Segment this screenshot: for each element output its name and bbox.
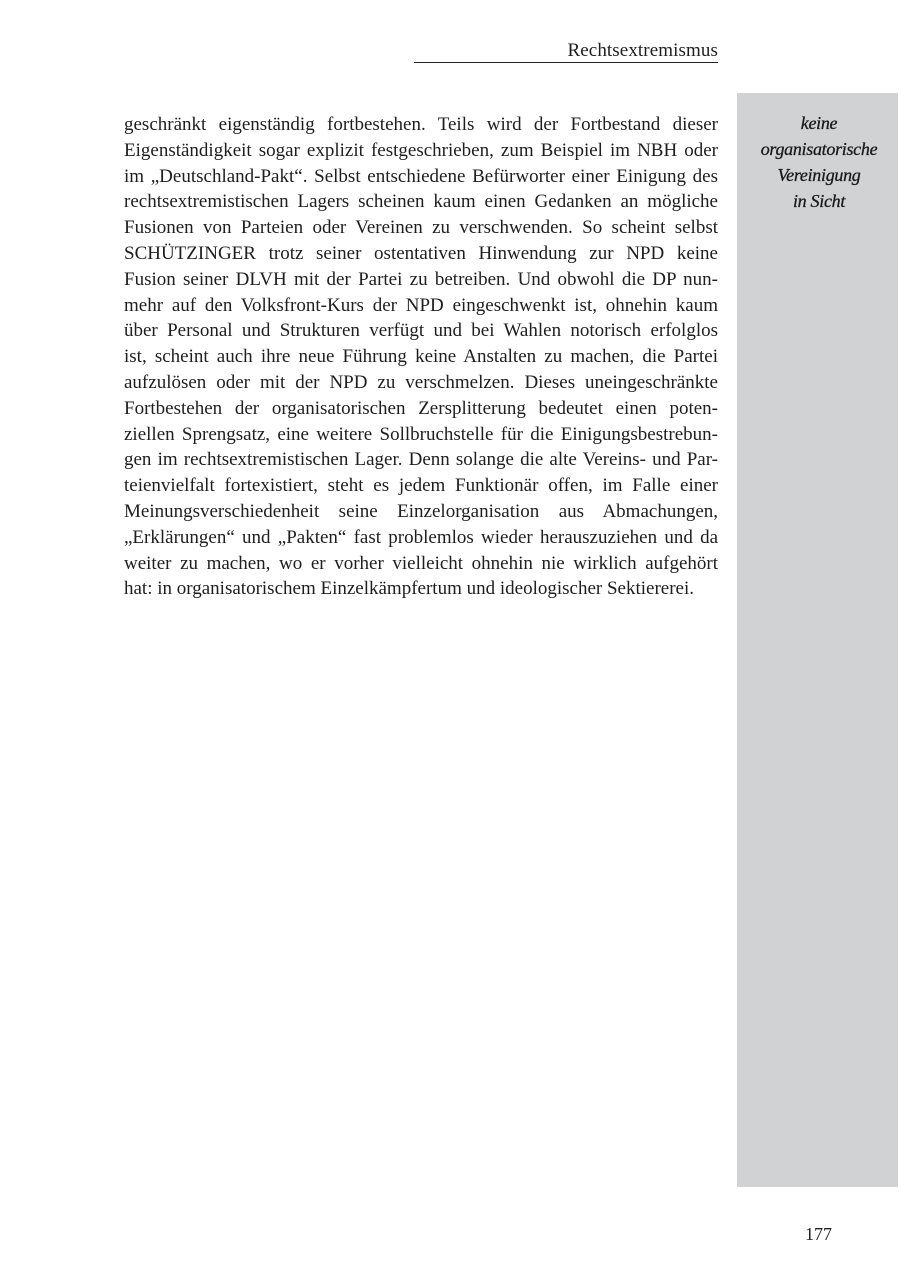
margin-note-line: in Sicht: [792, 191, 846, 211]
body-line: aufzulösen oder mit der NPD zu verschmelzen. Dieses uneingeschränkte: [124, 371, 718, 393]
body-line: Fortbestehen der organisatorischen Zersplitterung bedeutet einen poten-: [124, 397, 718, 419]
body-line: „Erklärungen“ und „Pakten“ fast problemlos wieder herauszuziehen und da: [124, 526, 718, 548]
margin-note-panel: [737, 93, 898, 1187]
body-line: Meinungsverschiedenheit seine Einzelorganisation aus Abmachungen,: [124, 500, 718, 522]
body-line: Eigenständigkeit sogar explizit festgeschrieben, zum Beispiel im NBH oder: [124, 139, 718, 161]
body-line: Fusion seiner DLVH mit der Partei zu betreiben. Und obwohl die DP nun-: [124, 268, 718, 290]
body-line: SCHÜTZINGER trotz seiner ostentativen Hinwendung zur NPD keine: [124, 242, 718, 264]
body-line: im „Deutschland-Pakt“. Selbst entschiedene Befürworter einer Einigung des: [124, 165, 718, 187]
running-header-title: Rechtsextremismus: [567, 40, 718, 61]
page-number: 177: [805, 1224, 832, 1244]
running-header: [414, 38, 718, 63]
body-line: weiter zu machen, wo er vorher vielleicht ohnehin nie wirklich aufgehört: [124, 552, 718, 574]
body-line: ziellen Sprengsatz, eine weitere Sollbruchstelle für die Einigungsbestrebun-: [124, 423, 718, 445]
margin-note-line: Vereinigung: [777, 165, 861, 185]
body-line: teienvielfalt fortexistiert, steht es jedem Funktionär offen, im Falle einer: [124, 475, 718, 497]
margin-note: [737, 110, 900, 214]
body-line: hat: in organisatorischem Einzelkämpfertum und ideologischer Sektiererei.: [124, 578, 694, 600]
body-line: mehr auf den Volksfront-Kurs der NPD eingeschwenkt ist, ohnehin kaum: [124, 294, 718, 316]
body-line: ist, scheint auch ihre neue Führung keine Anstalten zu machen, die Partei: [124, 346, 718, 368]
body-line: Fusionen von Parteien oder Vereinen zu verschwenden. So scheint selbst: [124, 217, 718, 239]
body-line: rechtsextremistischen Lagers scheinen kaum einen Gedanken an mögliche: [124, 191, 718, 213]
body-line: gen im rechtsextremistischen Lager. Denn solange die alte Vereins- und Par-: [124, 449, 718, 471]
body-line: über Personal und Strukturen verfügt und bei Wahlen notorisch erfolglos: [124, 320, 718, 342]
margin-note-line: organisatorische: [760, 139, 878, 159]
margin-note-line: keine: [800, 113, 838, 133]
body-text: [124, 112, 718, 602]
body-line: geschränkt eigenständig fortbestehen. Teils wird der Fortbestand dieser: [124, 114, 718, 135]
